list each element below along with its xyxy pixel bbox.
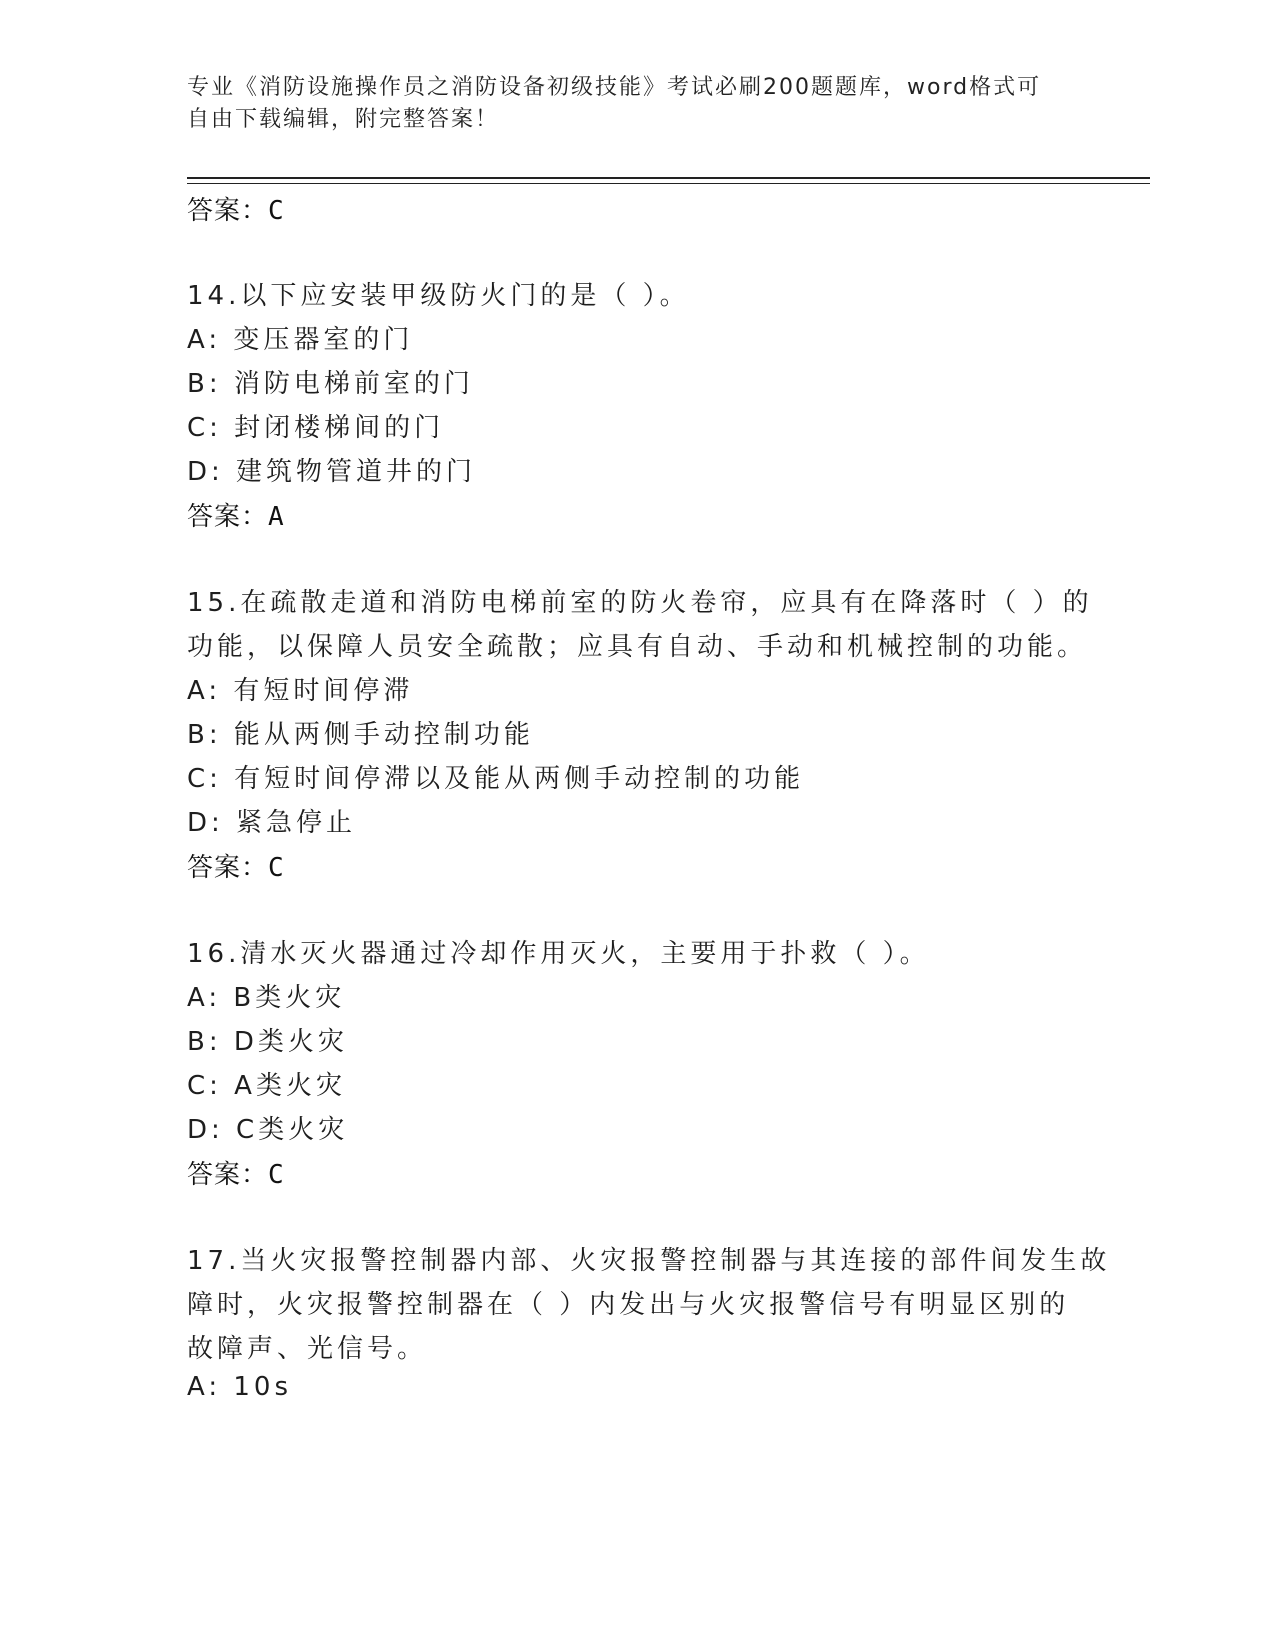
header-line-2: 自由下载编辑，附完整答案！ — [187, 107, 500, 132]
question-15-option-b: B: 能从两侧手动控制功能 — [187, 720, 534, 750]
question-14-answer — [187, 496, 284, 533]
question-14-option-a: A: 变压器室的门 — [187, 325, 414, 355]
question-14-stem: 14.以下应安装甲级防火门的是（ ）。 — [187, 281, 690, 311]
answer-label: 答案： — [187, 1160, 269, 1190]
question-16-option-b: B: D类火灾 — [187, 1027, 348, 1057]
answer-value: C — [268, 1160, 284, 1190]
question-16-answer — [187, 1154, 284, 1191]
question-16-option-c: C: A类火灾 — [187, 1071, 346, 1101]
header-line-1: 专业《消防设施操作员之消防设备初级技能》考试必刷200题题库，word格式可 — [187, 75, 1042, 100]
answer-value: C — [268, 853, 284, 883]
answer-label: 答案： — [187, 196, 269, 226]
previous-answer — [187, 190, 284, 227]
question-15-stem-line-2: 功能，以保障人员安全疏散；应具有自动、手动和机械控制的功能。 — [187, 632, 1088, 662]
question-16-option-d: D: C类火灾 — [187, 1115, 349, 1145]
header-divider-thin — [187, 183, 1150, 184]
question-16-option-a: A: B类火灾 — [187, 983, 346, 1013]
question-15-option-a: A: 有短时间停滞 — [187, 676, 414, 706]
question-14-option-c: C: 封闭楼梯间的门 — [187, 413, 445, 443]
question-15-answer — [187, 847, 284, 884]
question-17-stem-line-3: 故障声、光信号。 — [187, 1334, 428, 1364]
question-15-option-c: C: 有短时间停滞以及能从两侧手动控制的功能 — [187, 764, 805, 794]
question-15-stem-line-1: 15.在疏散走道和消防电梯前室的防火卷帘，应具有在降落时（ ）的 — [187, 588, 1093, 618]
question-16-stem: 16.清水灭火器通过冷却作用灭火，主要用于扑救（ ）。 — [187, 939, 930, 969]
answer-value: C — [268, 196, 284, 226]
answer-value: A — [268, 502, 284, 532]
question-17-option-a: A: 10s — [187, 1372, 292, 1402]
question-15-option-d: D: 紧急停止 — [187, 808, 357, 838]
answer-label: 答案： — [187, 502, 269, 532]
document-header — [187, 72, 1067, 136]
header-divider-thick — [187, 177, 1150, 179]
answer-label: 答案： — [187, 853, 269, 883]
question-17-stem-line-1: 17.当火灾报警控制器内部、火灾报警控制器与其连接的部件间发生故 — [187, 1246, 1111, 1276]
question-14-option-d: D: 建筑物管道井的门 — [187, 457, 477, 487]
question-14-option-b: B: 消防电梯前室的门 — [187, 369, 474, 399]
question-17-stem-line-2: 障时，火灾报警控制器在（ ）内发出与火灾报警信号有明显区别的 — [187, 1290, 1070, 1320]
